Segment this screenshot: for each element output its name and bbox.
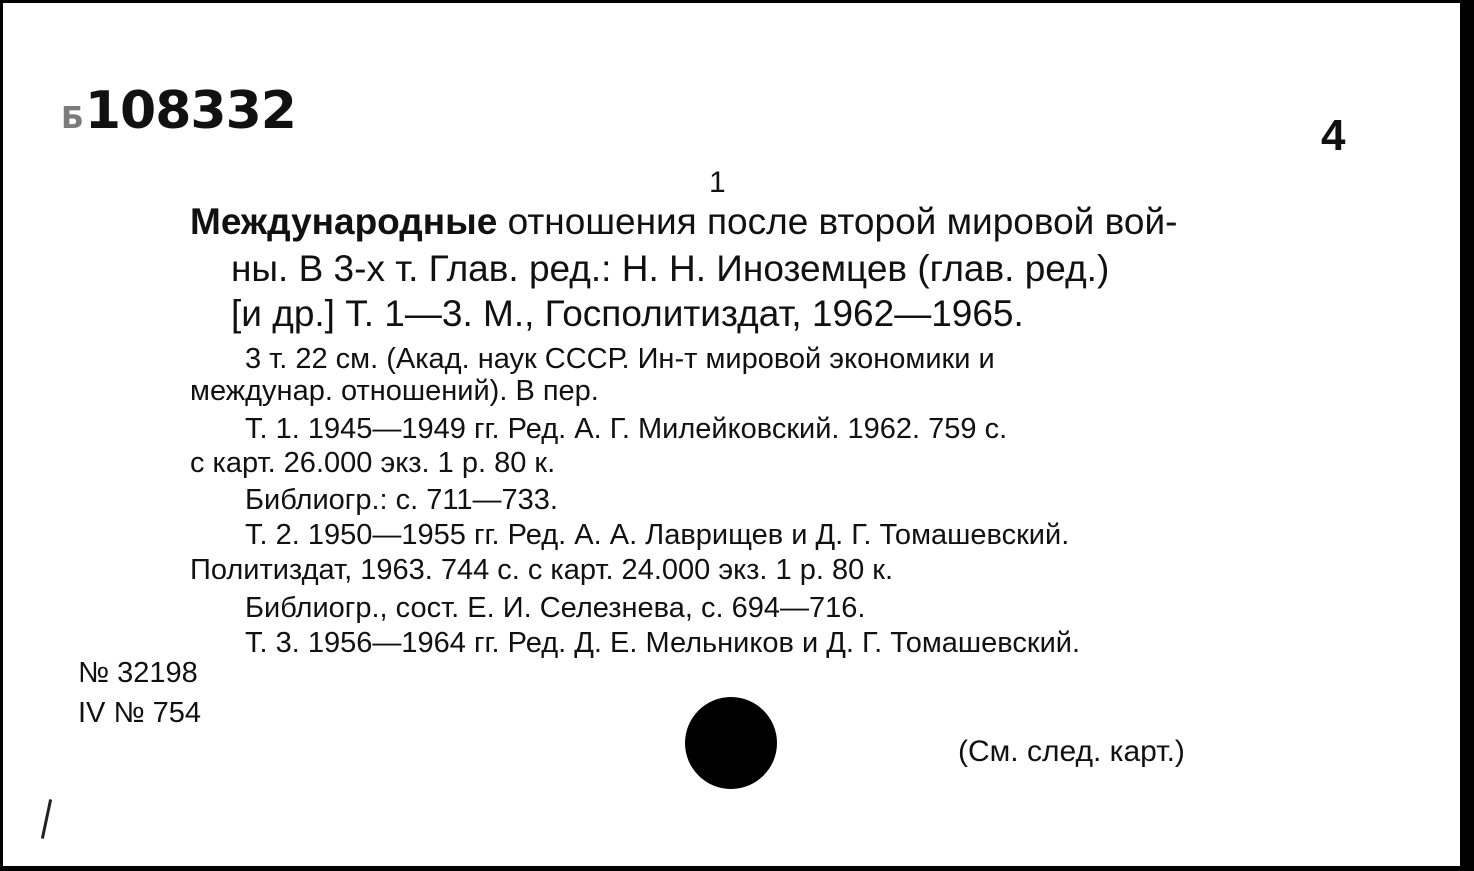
- inventory-stamp: [61, 81, 296, 141]
- description-line: Библиогр., сост. Е. И. Селезнева, с. 694—716.: [245, 592, 866, 624]
- title-rest: отношения после второй мировой вой-: [497, 201, 1178, 242]
- see-next-card: (См. след. карт.): [958, 735, 1185, 768]
- title-line: [190, 201, 1177, 243]
- inventory-prefix: Б: [61, 101, 83, 136]
- description-line: Т. 3. 1956—1964 гг. Ред. Д. Е. Мельников и Д. Г. Томашевский.: [245, 627, 1081, 659]
- inventory-number: 108332: [84, 81, 296, 141]
- description-line: 3 т. 22 см. (Акад. наук СССР. Ин-т мировой экономики и: [245, 343, 995, 375]
- title-continuation-1: ны. В 3-х т. Глав. ред.: Н. Н. Иноземцев (глав. ред.): [231, 248, 1110, 289]
- description-line: с карт. 26.000 экз. 1 р. 80 к.: [190, 447, 556, 479]
- title-continuation-2: [и др.] Т. 1—3. М., Госполитиздат, 1962—1965.: [231, 293, 1024, 334]
- description-line: Библиогр.: с. 711—733.: [245, 484, 558, 516]
- description-line: Т. 2. 1950—1955 гг. Ред. А. А. Лаврищев и Д. Г. Томашевский.: [245, 519, 1070, 551]
- description-line: Политиздат, 1963. 744 с. с карт. 24.000 экз. 1 р. 80 к.: [190, 554, 894, 586]
- title-bold: Международные: [190, 201, 498, 242]
- shelf-code-2: IV № 754: [78, 697, 202, 729]
- shelf-code-1: № 32198: [78, 657, 198, 689]
- description-line: Т. 1. 1945—1949 гг. Ред. А. Г. Милейковский. 1962. 759 с.: [245, 413, 1008, 445]
- card-number: 4: [1321, 111, 1346, 160]
- pencil-mark: [41, 799, 52, 839]
- punch-hole: [685, 697, 777, 789]
- volume-mark: 1: [709, 166, 726, 199]
- description-line: междунар. отношений). В пер.: [190, 375, 599, 407]
